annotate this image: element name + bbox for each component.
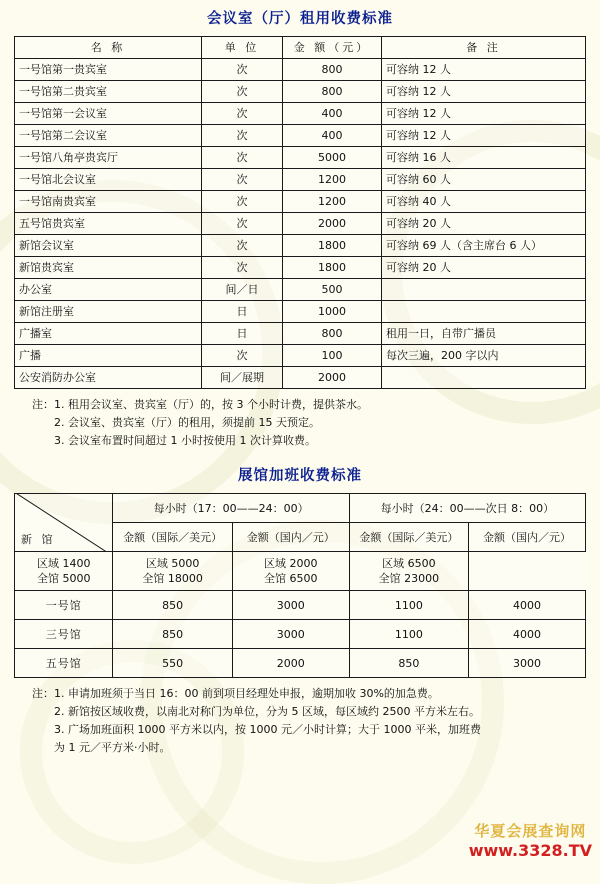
column-header-note: 备 注 (382, 37, 586, 59)
cell-unit: 次 (202, 125, 283, 147)
table-row (15, 191, 586, 213)
cell-amount: 100 (283, 345, 382, 367)
cell-note: 租用一日，自带广播员 (382, 323, 586, 345)
cell-fee: 550 (113, 649, 232, 678)
cell-name: 一号馆第一会议室 (15, 103, 202, 125)
cell-fee (232, 552, 349, 591)
cell-name: 一号馆第二贵宾室 (15, 81, 202, 103)
cell-note: 可容纳 69 人（含主席台 6 人） (382, 235, 586, 257)
note-line: 注：1. 租用会议室、贵宾室（厅）的，按 3 个小时计费，提供茶水。 (32, 398, 368, 411)
cell-unit: 日 (202, 323, 283, 345)
cell-unit: 次 (202, 81, 283, 103)
cell-note: 可容纳 60 人 (382, 169, 586, 191)
cell-name: 新馆贵宾室 (15, 257, 202, 279)
note-line: 为 1 元／平方米·小时。 (54, 741, 171, 754)
currency-header-domestic-overnight: 金额（国内／元） (469, 523, 586, 552)
table-row (15, 257, 586, 279)
cell-fee-whole: 全馆 5000 (36, 572, 91, 585)
time-group-header-overnight: 每小时（24：00——次日 8：00） (349, 494, 585, 523)
note-line: 2. 新馆按区域收费，以南北对称门为单位，分为 5 区域，每区域约 2500 平方米左右。 (54, 705, 480, 718)
table-row (15, 301, 586, 323)
table-row (15, 323, 586, 345)
cell-amount: 2000 (283, 213, 382, 235)
cell-fee-whole: 全馆 6500 (264, 572, 318, 585)
table-header-row (15, 494, 586, 523)
cell-amount: 800 (283, 59, 382, 81)
cell-fee-zone: 区域 1400 (36, 557, 91, 570)
cell-unit: 次 (202, 213, 283, 235)
cell-unit: 次 (202, 345, 283, 367)
table-header-row (15, 37, 586, 59)
cell-amount: 500 (283, 279, 382, 301)
cell-unit: 次 (202, 257, 283, 279)
table-row (15, 367, 586, 389)
cell-fee (15, 552, 113, 591)
cell-name: 一号馆北会议室 (15, 169, 202, 191)
cell-note: 可容纳 12 人 (382, 59, 586, 81)
cell-name: 新馆会议室 (15, 235, 202, 257)
note-line: 2. 会议室、贵宾室（厅）的租用，须提前 15 天预定。 (54, 416, 320, 429)
cell-fee-whole: 全馆 23000 (378, 572, 440, 585)
cell-note: 可容纳 40 人 (382, 191, 586, 213)
cell-fee-zone: 区域 6500 (382, 557, 436, 570)
table-row (15, 59, 586, 81)
cell-note (382, 301, 586, 323)
cell-fee: 850 (113, 591, 232, 620)
cell-fee: 850 (349, 649, 468, 678)
cell-fee-whole: 全馆 18000 (142, 572, 203, 585)
rental-section-title: 会议室（厅）租用收费标准 (207, 11, 393, 27)
cell-note: 可容纳 16 人 (382, 147, 586, 169)
cell-fee: 2000 (232, 649, 349, 678)
overtime-section-title: 展馆加班收费标准 (238, 468, 362, 484)
column-header-name: 名 称 (15, 37, 202, 59)
cell-fee: 4000 (469, 620, 586, 649)
cell-amount: 800 (283, 323, 382, 345)
cell-unit: 次 (202, 169, 283, 191)
cell-note (382, 367, 586, 389)
cell-name: 一号馆南贵宾室 (15, 191, 202, 213)
cell-name: 广播室 (15, 323, 202, 345)
cell-name: 广播 (15, 345, 202, 367)
note-line: 3. 会议室布置时间超过 1 小时按使用 1 次计算收费。 (54, 434, 316, 447)
table-row (15, 552, 586, 591)
table-row (15, 213, 586, 235)
table-row (15, 279, 586, 301)
table-row (15, 81, 586, 103)
cell-unit: 日 (202, 301, 283, 323)
watermark-site-name: 华夏会展查询网 (474, 822, 587, 840)
cell-name: 一号馆第二会议室 (15, 125, 202, 147)
watermark-site-url: www.3328.TV (468, 841, 592, 860)
cell-fee-zone: 区域 5000 (145, 557, 200, 570)
cell-amount: 1800 (283, 235, 382, 257)
cell-unit: 间／展期 (202, 367, 283, 389)
cell-name: 公安消防办公室 (15, 367, 202, 389)
cell-hall-name: 一号馆 (15, 591, 113, 620)
cell-fee (349, 552, 468, 591)
cell-note: 每次三遍，200 字以内 (382, 345, 586, 367)
cell-fee: 850 (113, 620, 232, 649)
table-row (15, 169, 586, 191)
column-header-unit: 单 位 (202, 37, 283, 59)
cell-note: 可容纳 12 人 (382, 125, 586, 147)
cell-fee: 3000 (232, 620, 349, 649)
cell-note: 可容纳 20 人 (382, 257, 586, 279)
rental-notes (32, 396, 586, 450)
time-group-header-evening: 每小时（17：00——24：00） (113, 494, 349, 523)
table-row (15, 235, 586, 257)
cell-unit: 次 (202, 147, 283, 169)
corner-label: 新 馆 (21, 533, 56, 546)
rental-fee-table (14, 36, 586, 389)
cell-name: 五号馆贵宾室 (15, 213, 202, 235)
cell-amount: 400 (283, 125, 382, 147)
cell-name: 新馆注册室 (15, 301, 202, 323)
table-row (15, 591, 586, 620)
cell-name: 一号馆八角亭贵宾厅 (15, 147, 202, 169)
cell-hall-name: 三号馆 (15, 620, 113, 649)
cell-note: 可容纳 12 人 (382, 81, 586, 103)
cell-fee: 1100 (349, 591, 468, 620)
cell-amount: 1000 (283, 301, 382, 323)
cell-amount: 800 (283, 81, 382, 103)
cell-note: 可容纳 20 人 (382, 213, 586, 235)
cell-amount: 1800 (283, 257, 382, 279)
cell-note (382, 279, 586, 301)
table-row (15, 103, 586, 125)
table-row (15, 649, 586, 678)
cell-unit: 次 (202, 103, 283, 125)
table-row (15, 620, 586, 649)
cell-hall-name: 五号馆 (15, 649, 113, 678)
cell-amount: 1200 (283, 169, 382, 191)
cell-name: 一号馆第一贵宾室 (15, 59, 202, 81)
cell-amount: 2000 (283, 367, 382, 389)
cell-fee: 1100 (349, 620, 468, 649)
cell-unit: 次 (202, 59, 283, 81)
cell-unit: 次 (202, 191, 283, 213)
cell-note: 可容纳 12 人 (382, 103, 586, 125)
cell-fee: 3000 (469, 649, 586, 678)
cell-unit: 次 (202, 235, 283, 257)
table-row (15, 125, 586, 147)
currency-header-domestic-evening: 金额（国内／元） (232, 523, 349, 552)
note-line: 3. 广场加班面积 1000 平方米以内，按 1000 元／小时计算；大于 1000 平米，加班费 (54, 723, 481, 736)
cell-fee: 4000 (469, 591, 586, 620)
cell-fee-zone: 区域 2000 (264, 557, 318, 570)
table-row (15, 345, 586, 367)
cell-fee (113, 552, 232, 591)
table-row (15, 147, 586, 169)
cell-fee: 3000 (232, 591, 349, 620)
overtime-fee-table (14, 493, 586, 678)
overtime-notes (32, 685, 586, 757)
column-header-amount: 金 额（元） (283, 37, 382, 59)
currency-header-intl-evening: 金额（国际／美元） (113, 523, 232, 552)
corner-diagonal-header (15, 494, 113, 552)
cell-unit: 间／日 (202, 279, 283, 301)
cell-amount: 5000 (283, 147, 382, 169)
currency-header-intl-overnight: 金额（国际／美元） (349, 523, 468, 552)
cell-amount: 1200 (283, 191, 382, 213)
note-line: 注：1. 申请加班须于当日 16：00 前到项目经理处申报，逾期加收 30%的加急费。 (32, 687, 439, 700)
cell-amount: 400 (283, 103, 382, 125)
site-watermark (469, 820, 592, 860)
cell-name: 办公室 (15, 279, 202, 301)
